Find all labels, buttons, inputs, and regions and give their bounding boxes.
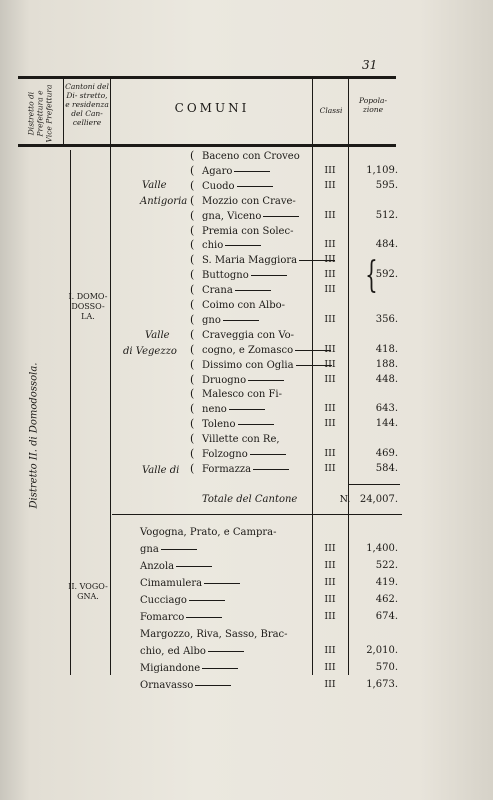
bracket-mark: ( <box>190 223 195 237</box>
comune-class: III <box>324 269 336 281</box>
comune-population: 643. <box>375 403 398 415</box>
comune-name: chio, ed Albo <box>140 645 246 658</box>
totale-bottom-rule <box>112 514 402 515</box>
leader-dash <box>229 409 265 410</box>
comune-population: 419. <box>375 577 398 588</box>
comune-name: Toleno <box>202 418 276 431</box>
comune-name: Migiandone <box>140 662 240 675</box>
comune-class: III <box>324 645 336 656</box>
comune-class: III <box>324 373 336 385</box>
bracket-mark: ( <box>190 268 195 282</box>
bracket-mark: ( <box>190 327 195 341</box>
comune-population: 674. <box>375 611 398 622</box>
bracket-mark: ( <box>190 149 195 162</box>
comune-name: Mozzio con Crave- <box>202 195 296 207</box>
header-popolazione: Popola- zione <box>359 96 387 114</box>
comune-name: Ornavasso <box>140 679 233 692</box>
comune-class: III <box>324 611 336 622</box>
leader-dash <box>195 685 231 686</box>
comune-population: 1,673. <box>366 679 398 690</box>
comune-name: Cuodo <box>202 180 275 193</box>
comune-population: 1,400. <box>366 543 398 554</box>
comune-class: III <box>324 164 336 176</box>
comune-population: 188. <box>375 358 398 370</box>
comune-name: gna <box>140 543 199 556</box>
distretto-label: Distretto II. di Domodossola. <box>28 362 40 509</box>
leader-dash <box>161 549 197 550</box>
comune-name: Druogno <box>202 374 286 387</box>
brace: { <box>365 255 378 296</box>
comune-population: 462. <box>375 594 398 605</box>
leader-dash <box>223 320 259 321</box>
comune-class: III <box>324 254 336 266</box>
header-classi: Classi <box>319 106 343 115</box>
comune-population: 418. <box>375 343 398 355</box>
comune-class: III <box>324 209 336 221</box>
comune-class: III <box>324 403 336 415</box>
leader-dash <box>208 651 244 652</box>
comune-population: 144. <box>375 418 398 430</box>
comune-name: Cucciago <box>140 594 227 607</box>
leader-dash <box>253 469 289 470</box>
valle-vegezzo-label: Valle <box>145 330 170 341</box>
totale-top-rule <box>348 484 400 485</box>
comune-class: III <box>324 560 336 571</box>
totale-value: 24,007. <box>359 494 398 505</box>
bracket-mark: ( <box>190 461 195 475</box>
bracket-mark: ( <box>190 447 195 460</box>
bracket-mark: ( <box>190 298 195 311</box>
bracket-mark: ( <box>190 163 195 177</box>
comune-class: III <box>324 462 336 474</box>
bracket-mark: ( <box>190 312 195 326</box>
comune-name: gno <box>202 314 261 327</box>
comune-name: Dissimo con Oglia <box>202 359 334 372</box>
comune-name: Vogogna, Prato, e Campra- <box>140 527 277 538</box>
valle-vegezzo-label: di Vegezzo <box>123 346 177 357</box>
leader-dash <box>204 583 240 584</box>
page-number: 31 <box>362 58 378 72</box>
bracket-mark: ( <box>190 342 195 356</box>
totale-class: N. <box>339 494 351 505</box>
comune-class: III <box>324 679 336 690</box>
bracket-mark: ( <box>190 357 195 371</box>
comune-population: 1,109. <box>366 164 398 176</box>
comune-class: III <box>324 313 336 325</box>
comune-name: Malesco con Fi- <box>202 389 283 401</box>
comune-name: Villette con Re, <box>202 434 280 446</box>
comune-name: Agaro <box>202 165 272 178</box>
leader-dash <box>189 600 225 601</box>
leader-dash <box>176 566 212 567</box>
comune-name: Fomarco <box>140 611 224 624</box>
comune-class: III <box>324 284 336 296</box>
bracket-mark: ( <box>190 238 195 252</box>
comune-name: Craveggia con Vo- <box>202 329 295 341</box>
bracket-mark: ( <box>190 402 195 416</box>
bracket-mark: ( <box>190 387 195 401</box>
comune-population: 592. <box>375 269 398 281</box>
comune-class: III <box>324 239 336 251</box>
comune-population: 448. <box>375 373 398 385</box>
leader-dash <box>186 617 222 618</box>
header-distretto: Distretto di Prefettura e Vice Prefettura <box>26 84 54 143</box>
leader-dash <box>251 275 287 276</box>
comune-class: III <box>324 179 336 191</box>
comune-name: gna, Viceno <box>202 210 301 223</box>
valle-formazza-label: Valle di <box>142 465 180 476</box>
bracket-mark: ( <box>190 432 195 446</box>
comune-population: 469. <box>375 448 398 459</box>
comune-name: Baceno con Croveo <box>202 151 300 162</box>
comune-class: III <box>324 577 336 588</box>
comune-name: S. Maria Maggiora <box>202 254 337 267</box>
comune-class: III <box>324 594 336 605</box>
comune-population: 512. <box>375 209 398 221</box>
leader-dash <box>235 290 271 291</box>
bracket-mark: ( <box>190 372 195 386</box>
comune-class: III <box>324 448 336 459</box>
comune-name: Formazza <box>202 463 291 476</box>
bracket-mark: ( <box>190 178 195 192</box>
column-divider <box>312 79 313 675</box>
leader-dash <box>263 216 299 217</box>
comune-class: III <box>324 358 336 370</box>
cantone-2-label: II. VOGO- GNA. <box>68 582 108 601</box>
leader-dash <box>202 668 238 669</box>
comune-name: Folzogno <box>202 448 288 461</box>
comune-population: 522. <box>375 560 398 571</box>
comune-class: III <box>324 543 336 554</box>
leader-dash <box>225 245 261 246</box>
leader-dash <box>238 424 274 425</box>
cantone-1-label: I. DOMO- DOSSO- LA. <box>68 292 108 321</box>
bracket-mark: ( <box>190 193 195 207</box>
bracket-mark: ( <box>190 253 195 267</box>
comune-population: 356. <box>375 313 398 325</box>
comune-name: cogno, e Zomasco <box>202 344 333 357</box>
comune-name: Crana <box>202 284 273 297</box>
comune-class: III <box>324 343 336 355</box>
header-bottom-rule <box>18 144 396 147</box>
bracket-mark: ( <box>190 417 195 431</box>
comune-population: 570. <box>375 662 398 673</box>
header-comuni: COMUNI <box>174 101 250 115</box>
valle-antigoria-label: Antigoria <box>140 196 188 207</box>
totale-label: Totale del Cantone <box>202 494 298 505</box>
header-cantoni: Cantoni del Di- stretto, e residenza del Can- celliere <box>65 82 109 127</box>
comune-class: III <box>324 662 336 673</box>
comune-name: chio <box>202 239 263 252</box>
leader-dash <box>234 171 270 172</box>
leader-dash <box>248 380 284 381</box>
comune-name: Anzola <box>140 560 214 573</box>
comune-population: 2,010. <box>366 645 398 656</box>
comune-population: 584. <box>375 462 398 474</box>
valle-antigoria-label: Valle <box>142 180 167 191</box>
bracket-mark: ( <box>190 208 195 222</box>
comune-name: Margozzo, Riva, Sasso, Brac- <box>140 629 288 640</box>
comune-name: Cimamulera <box>140 577 242 590</box>
comune-name: Buttogno <box>202 269 289 282</box>
comune-name: neno <box>202 403 267 416</box>
leader-dash <box>250 454 286 455</box>
comune-class: III <box>324 418 336 430</box>
bracket-mark: ( <box>190 283 195 297</box>
leader-dash <box>237 186 273 187</box>
top-rule <box>18 76 396 79</box>
comune-name: Premia con Solec- <box>202 225 294 237</box>
comune-name: Coimo con Albo- <box>202 300 286 311</box>
column-divider <box>110 79 111 675</box>
comune-population: 595. <box>375 179 398 191</box>
comune-population: 484. <box>375 239 398 251</box>
